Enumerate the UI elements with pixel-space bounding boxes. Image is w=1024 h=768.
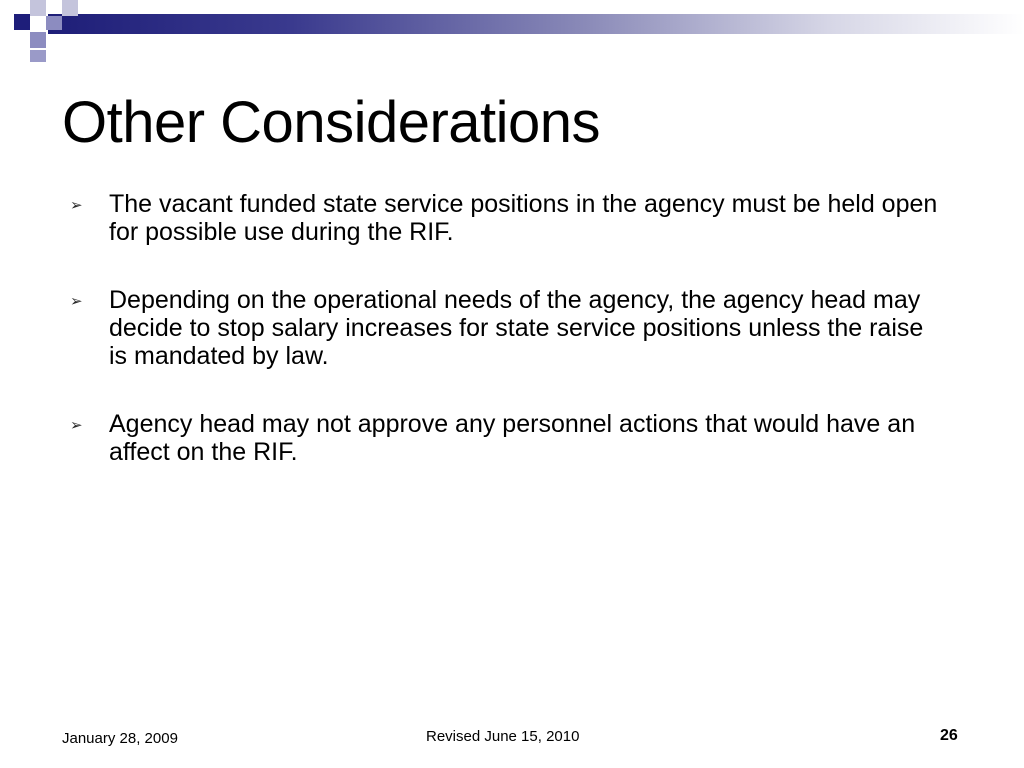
header-gradient-bar bbox=[48, 14, 1024, 34]
bullet-list bbox=[68, 190, 948, 506]
bullet-text: Agency head may not approve any personnel actions that would have an affect on the RIF. bbox=[109, 410, 916, 466]
bullet-text: Depending on the operational needs of the agency, the agency head may decide to stop salary increases for state service positions unless the raise is mandated by law. bbox=[109, 286, 924, 370]
arrowhead-bullet-icon: ➢ bbox=[70, 417, 83, 434]
decorative-square bbox=[14, 14, 30, 30]
slide-title: Other Considerations bbox=[62, 90, 601, 155]
bullet-item bbox=[68, 410, 948, 466]
footer-date: January 28, 2009 bbox=[62, 730, 178, 747]
bullet-text: The vacant funded state service positions in the agency must be held open for possible use during the RIF. bbox=[109, 190, 938, 246]
decorative-square bbox=[30, 50, 46, 62]
decorative-square bbox=[30, 32, 46, 48]
decorative-square bbox=[46, 16, 62, 30]
decorative-square bbox=[30, 0, 46, 16]
bullet-item bbox=[68, 190, 948, 246]
page-number: 26 bbox=[940, 727, 958, 744]
bullet-item bbox=[68, 286, 948, 370]
arrowhead-bullet-icon: ➢ bbox=[70, 293, 83, 310]
footer-revised: Revised June 15, 2010 bbox=[426, 728, 580, 745]
decorative-square bbox=[62, 0, 78, 16]
arrowhead-bullet-icon: ➢ bbox=[70, 197, 83, 214]
